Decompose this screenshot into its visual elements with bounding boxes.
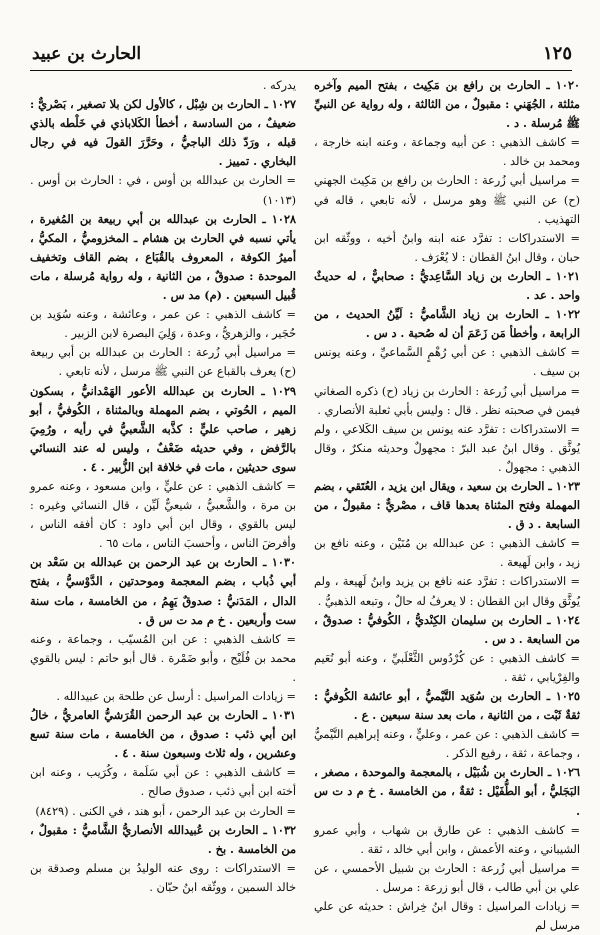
entry-note: = كاشف الذهبي : عن عمر ، وعائشة ، وعنه سُوَيد بن حُجَير ، والزهريُّ ، وعدة ، وَلِيَ البصرة لابن الزبير . (30, 308, 296, 341)
biography-entry: ١٠٢٩ ـ الحارث بن عبدالله الأعور الهَمْدانيُّ ، بسكون الميم ، الحُوتي ، بضم المهملة وبالمثناة ، الكُوفيُّ ، أبو زهير ، صاحب عليٍّ : كذَّبه الشَّعبيُّ في رأيه ، ورُمِيَ بالرَّفض ، وفي حديثه ضَعْفٌ ، وليس له عند النسائي سوى حديثين ، مات في خلافة ابن الزُّبير . ٤ . (30, 383, 296, 474)
entry-note: = الاستدراكات : تفرَّد عنه نافع بن يزيد وابنُ لَهيعة ، ولم يُوثَّق وقال ابن القطان : لا يعرفُ له حالٌ ، وتبعه الذهبيُّ . (314, 575, 580, 608)
biography-entry: ١٠٢٢ ـ الحارث بن زياد الشَّاميُّ : لَيِّنُ الحديث ، من الرابعة ، وأخطأ مَن زَعَمَ أن له صُحبة . د س . (314, 307, 580, 341)
entry-note: = كاشف الذهبي : عن أبي رُهْمٍ السَّماعيِّ ، وعنه يونس بن سيف . (314, 346, 580, 379)
entry-note: = الاستدراكات : تفرَّد عنه ابنه وابنُ أخيه ، ووثّقه ابن حبان ، وقال ابنُ القطان : لا يُعْرَف . (314, 231, 580, 264)
biography-entry: ١٠٢١ ـ الحارث بن زياد السَّاعِديُّ : صحابيٌّ ، له حديثٌ واحد . عد . (314, 268, 580, 303)
biography-entry: ١٠٢٤ ـ الحارث بن سليمان الكِنْديُّ ، الكُوفيُّ : صدوقٌ ، من السابعة . د س . (314, 612, 580, 646)
biography-entry: ١٠٣٢ ـ الحارث بن عُبيدالله الأنصاريُّ الشَّاميُّ : مقبولٌ ، من الخامسة . بخ . (30, 822, 296, 856)
biography-entry: ١٠٢٠ ـ الحارث بن رافع بن مَكِيث ، بفتح الميم وآخره مثلثة ، الجُهَني : مقبولٌ ، من الثالثة ، وله رواية عن النبيِّ ﷺ مُرسلة . د . (314, 78, 580, 131)
entry-note: = مراسيل أبي زُرعة : الحارث بن عبدالله بن أبي ربيعة (ح) يعرف بالقباع عن النبي ﷺ مرسل ، لأنه تابعي . (30, 346, 296, 379)
right-column (314, 76, 580, 933)
entry-note: = كاشف الذهبي : عن أبي سَلَمة ، وكُرَيب ، وعنه ابن أخته ابن أبي ذئب ، صدوق صالح . (30, 766, 296, 799)
left-column (30, 76, 296, 894)
entry-note: = الحارث بن عبد الرحمن ، أبو هند ، في الكنى . (٨٤٢٩) (35, 804, 296, 818)
entry-note: = الاستدراكات : تفرَّد عنه يونس بن سيف الكَلاعي ، ولم يُوثَّق . وقال ابنُ عبد البرّ : مجهولٌ وحديثه منكرٌ ، وقال الذهبي : مجهولٌ . (314, 422, 580, 474)
entry-note: = مراسيل أبي زُرعة : الحارث بن رافع بن مَكِيث الجهني (ح) عن النبي ﷺ وهو مرسل ، لأنه تابعي ، قاله في التهذيب . (314, 174, 580, 226)
entry-note: = كاشف الذهبي : عن أبيه وجماعة ، وعنه ابنه خارجة ، ومحمد بن خالد . (314, 136, 580, 169)
page-header (30, 40, 572, 71)
biography-entry: ١٠٣٠ ـ الحارث بن عبد الرحمن بن عبدالله بن سَعْد بن أبي ذُباب ، بضم المعجمة وموحدتين ، الدَّوْسيُّ ، بفتح الدال ، المَدَنيُّ : صدوقٌ يَهِمُ ، من الخامسة ، مات سنة ست وأربعين . خ م مد ت س ق . (30, 555, 296, 627)
biography-entry: ١٠٢٨ ـ الحارث بن عبدالله بن أبي ربيعة بن المُغيرة ، يأتي نسبه في الحارث بن هشام ـ المخزوميُّ ، المكيُّ ، أميرُ الكوفة ، المعروف بالقُبَاع ، بضم القاف وتخفيف الموحدة : صدوقٌ ، من الثانية ، وله رواية مُرسلة ، مات قُبيل السبعين . (م) مد س . (30, 211, 296, 303)
biography-entry: ١٠٣١ ـ الحارث بن عبد الرحمن القُرَشيُّ العامريُّ ، خالُ ابن أبي ذئب : صدوق ، من الخامسة ، مات سنة تسع وعشرين ، وله ثلاث وسبعون سنة . ٤ . (30, 708, 296, 761)
entry-note: = كاشف الذهبي : عن عمر ، وعليٍّ ، وعنه إبراهيم التَّيْميُّ ، وجماعة ، ثقة ، رفيع الذكر . (314, 728, 580, 761)
entry-note: = كاشف الذهبي : عن عبدالله بن مُنَيْن ، وعنه نافع بن زيد ، وابن لَهيعة . (314, 537, 580, 570)
running-title: الحارث بن عبيد (32, 44, 142, 64)
biography-entry: ١٠٢٦ ـ الحارث بن شُبَيْل ، بالمعجمة والموحدة ، مصغر ، البَجَليُّ ، أبو الطُّفَيْل : ثقةٌ ، من الخامسة . خ م د ت س . (314, 765, 580, 818)
entry-note: = زيادات المراسيل : أرسل عن طلحة بن عبيدالله . (56, 690, 296, 703)
entry-note: = الحارث بن عبدالله بن أوس ، في : الحارث بن أوس . (١٠١٣) (30, 174, 296, 207)
biography-entry: ١٠٢٥ ـ الحارث بن سُوَيد التَّيْميُّ ، أبو عائشة الكُوفيُّ : ثقةٌ ثَبْت ، من الثانية ، مات بعد سنة سبعين . ع . (314, 689, 580, 723)
biography-entry: ١٠٢٣ ـ الحارث بن سعيد ، ويقال ابن يزيد ، العُتَقي ، بضم المهملة وفتح المثناة بعدها قاف ، مصْريٌّ : مقبولٌ ، من السابعة . د ق . (314, 478, 580, 532)
entry-note: يدركه . (262, 79, 296, 92)
entry-note: = كاشف الذهبي : عن طارق بن شهاب ، وأبي عمرو الشيباني ، وعنه الأعمش ، وابن أبي خالد ، ثقة . (314, 823, 580, 856)
page-number: ١٢٥ (542, 43, 572, 64)
entry-note: = كاشف الذهبي : عن ابن المُسيّب ، وجماعة ، وعنه محمد بن فُلَيْح ، وأبو ضَمْرة . قال أبو حاتم : ليس بالقوي . (30, 632, 296, 684)
entry-note: = كاشف الذهبي : عن كُرْدُوس الثَّعْلَبيِّ ، وعنه أبو نُعَيم والفِرْيابي ، ثقة . (314, 651, 580, 684)
entry-note: = الاستدراكات : روى عنه الوليدُ بن مسلم وصدقة بن خالد السمين ، ووثّقه ابنُ حبّان . (30, 861, 296, 894)
entry-note: = مراسيل أبي زُرعة : الحارث بن شبيل الأحمسي ، عن علي بن أبي طالب ، قال أبو زرعة : مرسل . (314, 861, 580, 894)
entry-note: = مراسيل أبي زُرعة : الحارث بن زياد (ح) ذكره الصغاني فيمن في صحبته نظر . قال : وليس بأبي ثعلبة الأنصاري . (314, 384, 580, 417)
entry-note: = زيادات المراسيل : وقال ابنُ خِراش : حديثه عن علي مرسل لم (314, 900, 580, 933)
biography-entry: ١٠٢٧ ـ الحارث بن شِبْل ، كالأول لكن بلا تصغير ، بَصْريٌّ : ضعيفٌ ، من السادسة ، أخطأ الكَلاباذي في خَلْطه بالذي قبله ، ورَدّ ذلك الباجيُّ ، وحَرَّرَ القولَ فيه في رجال البخاري . تمييز . (30, 97, 296, 169)
entry-note: = كاشف الذهبي : عن عليٍّ ، وابن مسعود ، وعنه عمرو بن مرة ، والشَّعبيُّ ، شيعيٌّ لَيِّن ، قال النسائي وغيره : ليس بالقوي ، وقال ابن أبي داود : كان أفقه الناس ، وأفرضَ الناس ، وأحسبَ الناس ، مات ٦٥ . (30, 479, 296, 551)
